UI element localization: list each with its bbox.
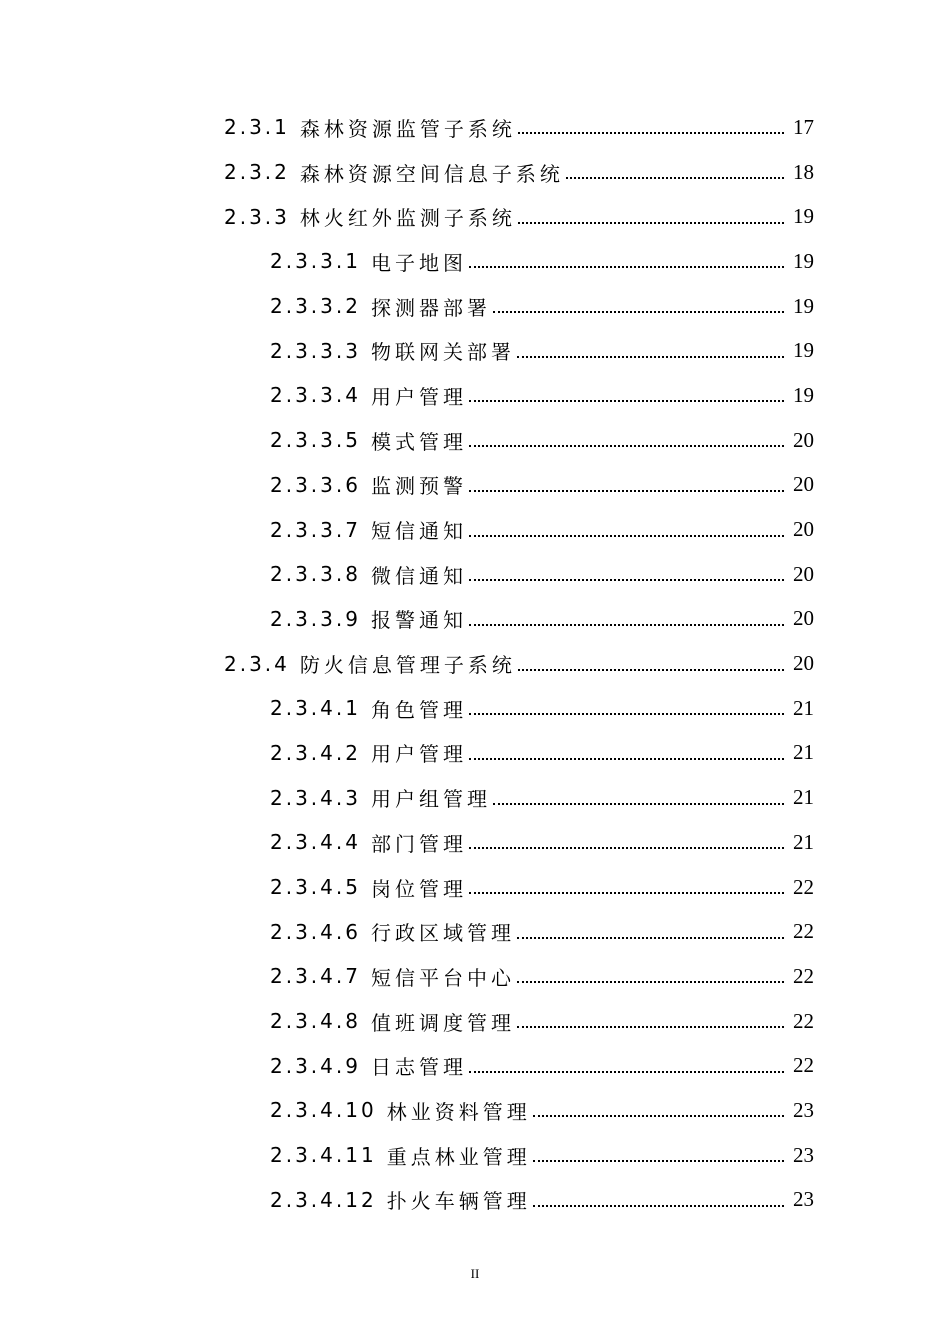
toc-entry[interactable] [0,150,950,195]
toc-dot-leader [533,1145,784,1165]
toc-entry-page: 22 [793,919,814,944]
toc-entry-page: 21 [793,829,814,854]
toc-entry-number: 2.3.3.7 [270,517,361,542]
toc-entry-number: 2.3.4.8 [270,1009,361,1034]
toc-entry-title: 模式管理 [370,429,467,454]
page-number: II [470,1266,480,1281]
toc-dot-leader [469,609,784,629]
toc-entry[interactable] [0,1088,950,1133]
toc-dot-leader [469,1056,784,1076]
toc-entry-number: 2.3.3.2 [270,294,361,319]
toc-entry-label [270,962,515,991]
toc-dot-leader [469,698,784,718]
toc-entry-number: 2.3.3.6 [270,472,361,497]
toc-entry-label [270,426,467,455]
toc-entry[interactable] [0,909,950,954]
toc-entry-number: 2.3.4 [224,651,290,676]
toc-entry[interactable] [0,373,950,418]
toc-entry-number: 2.3.4.3 [270,785,361,810]
toc-entry[interactable] [0,239,950,284]
toc-entry[interactable] [0,731,950,776]
toc-entry-page: 22 [793,1008,814,1033]
toc-entry-number: 2.3.4.9 [270,1053,361,1078]
toc-entry-label [270,292,491,321]
toc-entry[interactable] [0,865,950,910]
toc-dot-leader [517,1011,784,1031]
toc-entry-title: 岗位管理 [370,876,467,901]
toc-entry[interactable] [0,194,950,239]
toc-entry-page: 19 [793,382,814,407]
toc-entry-label [270,1141,531,1170]
toc-entry-title: 日志管理 [370,1055,467,1080]
toc-entry-label [270,1051,467,1080]
toc-entry-label [270,783,491,812]
toc-dot-leader [493,788,784,808]
toc-entry-number: 2.3.4.5 [270,875,361,900]
toc-entry-title: 探测器部署 [370,295,491,320]
toc-entry-number: 2.3.1 [224,115,290,140]
toc-entry-page: 19 [793,248,814,273]
toc-dot-leader [469,520,784,540]
toc-entry[interactable] [0,552,950,597]
toc-dot-leader [469,877,784,897]
toc-entry-number: 2.3.4.10 [270,1098,377,1123]
toc-entry-number: 2.3.3.5 [270,428,361,453]
toc-entry-title: 重点林业管理 [386,1144,531,1169]
toc-dot-leader [469,430,784,450]
toc-entry-number: 2.3.4.7 [270,964,361,989]
toc-entry-page: 20 [793,561,814,586]
toc-entry-page: 20 [793,606,814,631]
toc-entry-title: 报警通知 [370,608,467,633]
toc-entry-label [270,470,467,499]
toc-entry-number: 2.3.4.6 [270,919,361,944]
toc-entry-page: 20 [793,651,814,676]
toc-entry-page: 17 [793,114,814,139]
toc-entry-label [270,1185,531,1214]
toc-dot-leader [518,117,784,137]
toc-entry-number: 2.3.4.2 [270,740,361,765]
toc-dot-leader [469,743,784,763]
toc-entry-page: 23 [793,1142,814,1167]
toc-entry-page: 19 [793,293,814,318]
toc-entry-page: 22 [793,1053,814,1078]
toc-dot-leader [517,922,784,942]
toc-entry-page: 20 [793,472,814,497]
toc-entries [0,105,950,1222]
toc-entry-page: 23 [793,1097,814,1122]
toc-entry-title: 短信通知 [370,519,467,544]
toc-entry[interactable] [0,686,950,731]
toc-dot-leader [533,1190,784,1210]
toc-entry-title: 用户组管理 [370,787,491,812]
toc-entry-title: 监测预警 [370,474,467,499]
table-of-contents [0,105,950,1222]
toc-entry[interactable] [0,820,950,865]
toc-entry-title: 短信平台中心 [370,965,515,990]
toc-dot-leader [566,162,784,182]
toc-entry-page: 20 [793,517,814,542]
toc-entry-number: 2.3.3.4 [270,383,361,408]
toc-entry-title: 用户管理 [370,742,467,767]
toc-entry-page: 18 [793,159,814,184]
toc-dot-leader [517,341,784,361]
toc-entry-number: 2.3.3.9 [270,606,361,631]
toc-entry-page: 23 [793,1187,814,1212]
toc-entry-page: 19 [793,204,814,229]
toc-entry-label [224,158,564,187]
toc-entry-number: 2.3.4.12 [270,1187,377,1212]
toc-dot-leader [493,296,784,316]
toc-entry-label [270,873,467,902]
toc-dot-leader [469,564,784,584]
toc-entry[interactable] [0,641,950,686]
toc-dot-leader [469,385,784,405]
toc-dot-leader [469,475,784,495]
toc-entry-number: 2.3.3.1 [270,249,361,274]
toc-entry-page: 21 [793,740,814,765]
toc-entry-title: 行政区域管理 [370,921,515,946]
toc-entry-title: 电子地图 [370,250,467,275]
toc-entry-label [270,381,467,410]
toc-entry-title: 防火信息管理子系统 [299,653,516,678]
toc-entry-number: 2.3.4.1 [270,696,361,721]
toc-entry[interactable] [0,463,950,508]
toc-entry[interactable] [0,507,950,552]
toc-entry[interactable] [0,999,950,1044]
toc-entry-number: 2.3.4.4 [270,830,361,855]
toc-entry-number: 2.3.3.8 [270,562,361,587]
toc-entry[interactable] [0,775,950,820]
toc-entry-label [270,917,515,946]
toc-dot-leader [469,832,784,852]
toc-entry-label [224,649,516,678]
toc-entry[interactable] [0,284,950,329]
toc-entry-number: 2.3.3 [224,204,290,229]
toc-entry-title: 扑火车辆管理 [386,1189,531,1214]
toc-entry-label [270,560,467,589]
toc-entry-title: 部门管理 [370,831,467,856]
toc-dot-leader [533,1100,784,1120]
toc-entry-page: 22 [793,874,814,899]
toc-entry-label [270,515,467,544]
toc-entry-page: 21 [793,695,814,720]
toc-entry-title: 林火红外监测子系统 [299,206,516,231]
toc-entry-label [270,1096,531,1125]
toc-entry-page: 22 [793,963,814,988]
toc-dot-leader [517,966,784,986]
toc-entry-label [270,738,467,767]
toc-entry-page: 19 [793,338,814,363]
toc-entry[interactable] [0,1043,950,1088]
toc-entry-number: 2.3.3.3 [270,338,361,363]
toc-dot-leader [469,251,784,271]
toc-entry[interactable] [0,597,950,642]
toc-entry[interactable] [0,1178,950,1223]
toc-entry[interactable] [0,328,950,373]
toc-entry-title: 森林资源空间信息子系统 [299,161,564,186]
toc-entry-title: 用户管理 [370,384,467,409]
toc-entry-number: 2.3.2 [224,160,290,185]
toc-dot-leader [518,654,784,674]
toc-entry[interactable] [0,954,950,999]
toc-entry-title: 值班调度管理 [370,1010,515,1035]
toc-entry[interactable] [0,418,950,463]
toc-entry-label [224,202,516,231]
toc-entry-number: 2.3.4.11 [270,1143,377,1168]
toc-entry-label [270,1007,515,1036]
toc-entry[interactable] [0,105,950,150]
toc-entry-title: 物联网关部署 [370,340,515,365]
toc-entry-page: 20 [793,427,814,452]
toc-entry-label [270,336,515,365]
toc-entry-title: 林业资料管理 [386,1099,531,1124]
toc-entry-title: 微信通知 [370,563,467,588]
toc-dot-leader [518,207,784,227]
toc-entry-label [270,828,467,857]
toc-entry-label [224,113,516,142]
toc-entry-title: 森林资源监管子系统 [299,116,516,141]
toc-entry-label [270,694,467,723]
toc-entry-label [270,247,467,276]
toc-entry[interactable] [0,1133,950,1178]
toc-entry-title: 角色管理 [370,697,467,722]
toc-entry-page: 21 [793,785,814,810]
toc-entry-label [270,604,467,633]
